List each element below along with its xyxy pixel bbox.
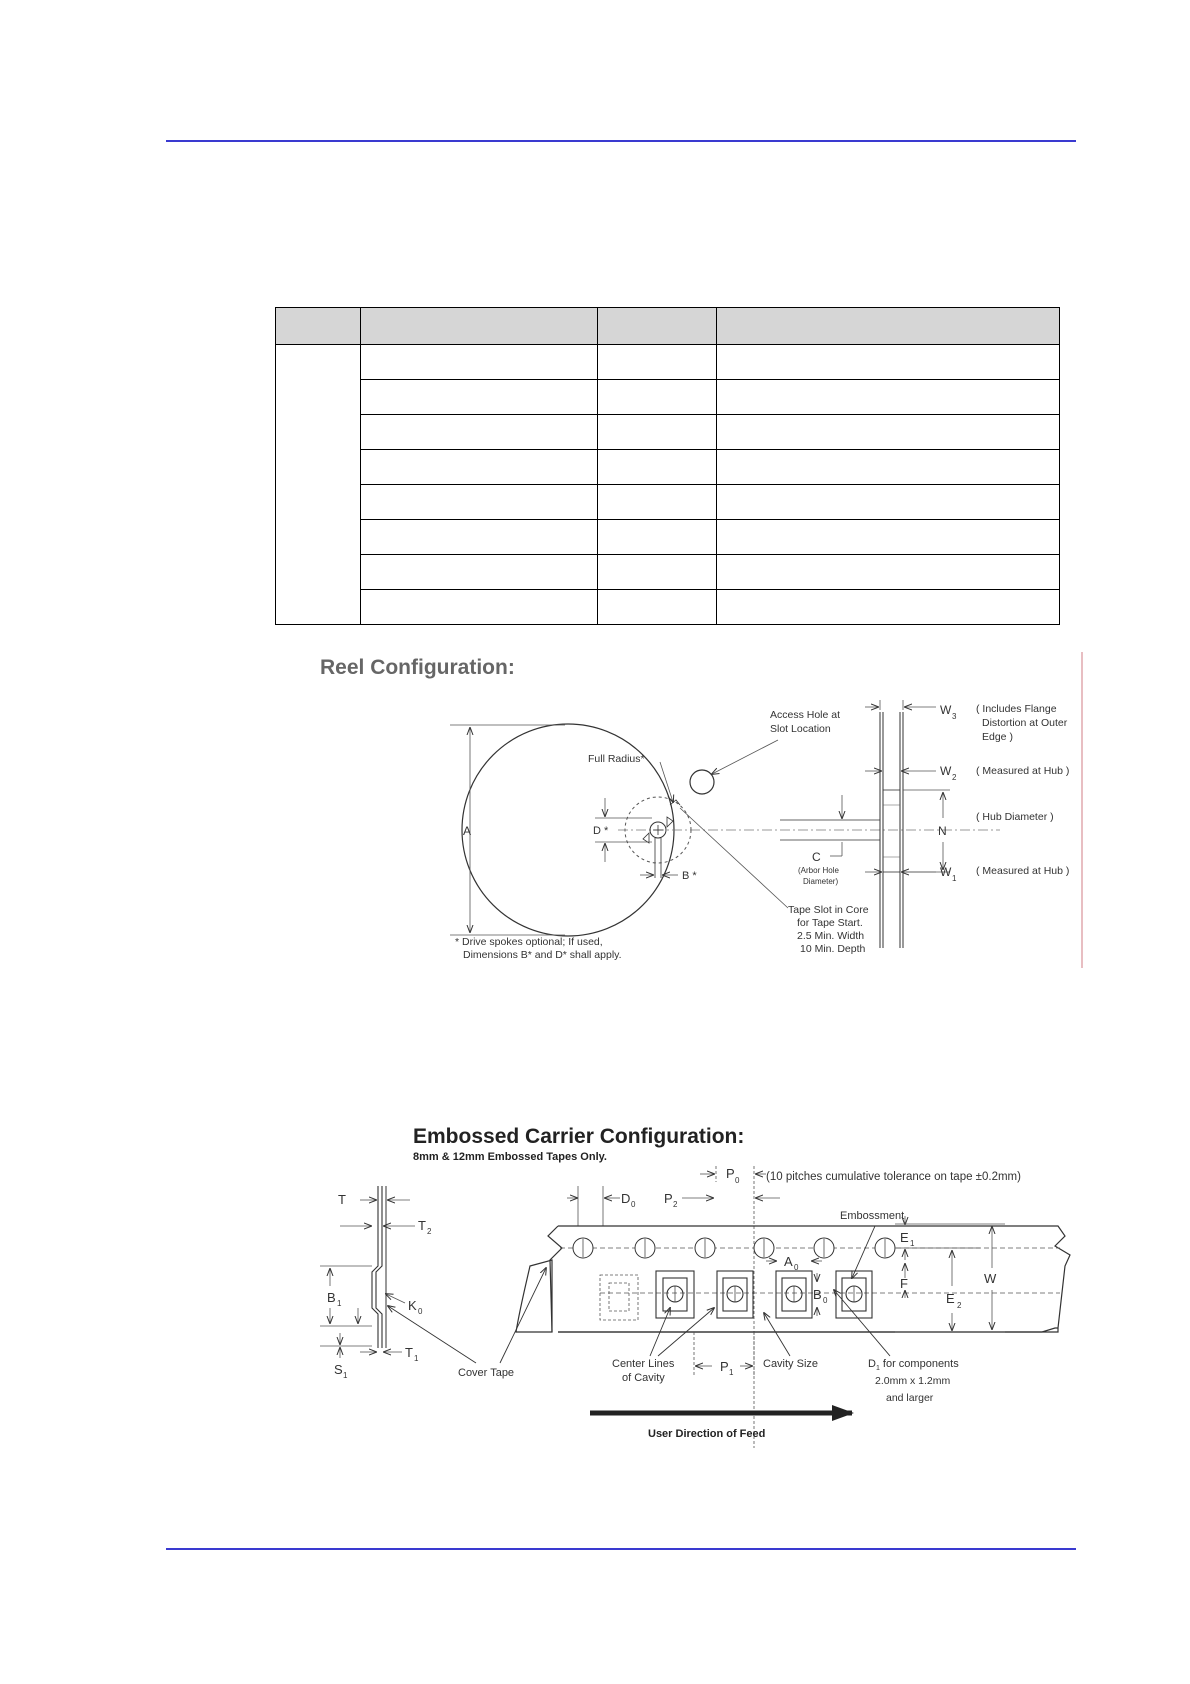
hub-body [883,790,900,872]
n-note: ( Hub Diameter ) [976,811,1054,823]
dim-t-label: T [338,1192,346,1207]
dim-b0-label: B [813,1287,822,1302]
table-cell [361,590,598,625]
table-header-cell [717,308,1060,345]
dim-d1: D [868,1358,876,1370]
dim-s1-sub: 1 [343,1371,348,1380]
dim-b1-sub: 1 [337,1299,342,1308]
cover-tape-edge [516,1260,552,1332]
table-cell [598,590,717,625]
header-rule [166,140,1076,142]
tape-cross-section [372,1186,382,1348]
table-cell [717,555,1060,590]
dim-b1-label: B [327,1290,336,1305]
table-cell [598,485,717,520]
arbor-label-2: Diameter) [803,877,839,886]
footnote-line-2: Dimensions B* and D* shall apply. [463,949,622,961]
dim-w-label: W [984,1271,997,1286]
dim-b-label: B * [682,870,697,882]
d1-note-3: and larger [886,1392,934,1404]
carrier-tape-left-edge [548,1226,562,1332]
k0-arrow [386,1294,405,1303]
tape-slot-label-2: for Tape Start. [797,917,863,929]
table-cell [598,450,717,485]
d1-label [868,1358,959,1372]
dim-p0-label: P [726,1166,735,1181]
table-cell [361,520,598,555]
w3-note-2: Distortion at Outer [982,717,1068,729]
table-cell [717,485,1060,520]
d1-leader [834,1290,890,1356]
tape-slot-icon [670,800,680,805]
d1-note-2: 2.0mm x 1.2mm [875,1375,951,1387]
table-row [276,485,1060,520]
dim-d1-sub: 1 [875,1365,880,1372]
carrier-title: Embossed Carrier Configuration: [413,1125,745,1148]
dim-t2-label: T [418,1218,426,1233]
dim-a0-label: A [784,1254,793,1269]
cover-tape-leader [388,1306,476,1363]
table-row [276,415,1060,450]
cavity-hidden-inner [609,1283,629,1311]
tape-slot-label-4: 10 Min. Depth [800,943,866,955]
dim-k0-label: K [408,1298,417,1313]
table-group-cell [276,345,361,625]
cavity-size-leader [764,1313,790,1356]
tape-slot-label-3: 2.5 Min. Width [797,930,865,942]
dim-c-label: C [812,850,821,864]
dim-s1-label: S [334,1362,343,1377]
cavity-size-label: Cavity Size [763,1358,819,1370]
dim-d0-label: D [621,1191,631,1206]
cavity-group [656,1271,872,1318]
dim-d0-sub: 0 [631,1200,636,1209]
table-cell [361,485,598,520]
dim-t2-sub: 2 [427,1227,432,1236]
access-hole-label-1: Access Hole at [770,709,841,721]
dim-p2-label: P [664,1191,673,1206]
dim-t1-label: T [405,1345,413,1360]
table-row [276,590,1060,625]
table-cell [598,520,717,555]
dim-a0-sub: 0 [794,1263,799,1272]
footer-rule [166,1548,1076,1550]
dim-w2-sub: 2 [952,773,957,782]
table-header-cell [276,308,361,345]
dim-t1-sub: 1 [414,1354,419,1363]
dim-e1-label: E [900,1230,909,1245]
table-cell [717,380,1060,415]
table-cell [361,380,598,415]
table-cell [361,345,598,380]
access-hole-leader [712,740,778,774]
d1-note-1: for components [879,1358,959,1370]
table-header-cell [598,308,717,345]
feed-direction-label: User Direction of Feed [648,1428,766,1440]
w1-note: ( Measured at Hub ) [976,865,1070,877]
dim-w1-sub: 1 [952,874,957,883]
dim-d-label: D * [593,825,609,837]
table-cell [598,380,717,415]
table-cell [717,520,1060,555]
table-cell [361,415,598,450]
table-row [276,380,1060,415]
carrier-subtitle: 8mm & 12mm Embossed Tapes Only. [413,1151,607,1163]
sprocket-holes [573,1238,895,1258]
spec-table [275,307,1060,625]
tape-slot-label-1: Tape Slot in Core [788,904,869,916]
w3-note-1: ( Includes Flange [976,703,1057,715]
dim-a-label: A [463,824,472,838]
reel-configuration-diagram [300,650,1090,980]
dim-e2-sub: 2 [957,1301,962,1310]
dim-k0-sub: 0 [418,1307,423,1316]
table-header-cell [361,308,598,345]
w2-note: ( Measured at Hub ) [976,765,1070,777]
table-cell [598,345,717,380]
w3-note-3: Edge ) [982,731,1013,743]
carrier-bottom-edge [558,1328,1058,1332]
table-row [276,345,1060,380]
dim-w1-label: W [940,865,952,879]
table-row [276,520,1060,555]
dim-e2-label: E [946,1291,955,1306]
table-cell [717,345,1060,380]
dim-w2-label: W [940,764,952,778]
arbor-label-1: (Arbor Hole [798,866,839,875]
table-cell [717,590,1060,625]
reel-title: Reel Configuration: [320,656,515,679]
table-cell [598,415,717,450]
dim-f-label: F [900,1276,908,1291]
table-cell [598,555,717,590]
dim-p1-label: P [720,1359,729,1374]
footnote-line-1: * Drive spokes optional; If used, [455,936,603,948]
cover-tape-leader [500,1268,546,1363]
table-cell [361,450,598,485]
dim-e1-sub: 1 [910,1239,915,1248]
embossed-carrier-diagram [320,1118,1085,1463]
dim-w3-label: W [940,703,952,717]
p0-note: (10 pitches cumulative tolerance on tape ±0.2mm) [766,1171,1021,1183]
embossment-leader [852,1226,875,1278]
access-hole-icon [690,770,714,794]
table-cell [717,415,1060,450]
dim-b0-sub: 0 [823,1296,828,1305]
dim-p0-sub: 0 [735,1176,740,1185]
table-cell [717,450,1060,485]
access-hole-label-2: Slot Location [770,723,831,735]
table-row [276,450,1060,485]
embossment-label: Embossment [840,1210,905,1222]
dim-w3-sub: 3 [952,712,957,721]
center-lines-label-2: of Cavity [622,1372,665,1384]
dim-p1-sub: 1 [729,1368,734,1377]
center-lines-label-1: Center Lines [612,1358,675,1370]
table-row [276,555,1060,590]
tape-slot-leader [680,808,788,908]
full-radius-label: Full Radius* [588,753,645,765]
dim-p2-sub: 2 [673,1200,678,1209]
dim-n-label: N [938,824,947,838]
table-cell [361,555,598,590]
cover-tape-label: Cover Tape [458,1367,515,1379]
table-header-row [276,308,1060,345]
cavity-hidden [600,1275,638,1320]
